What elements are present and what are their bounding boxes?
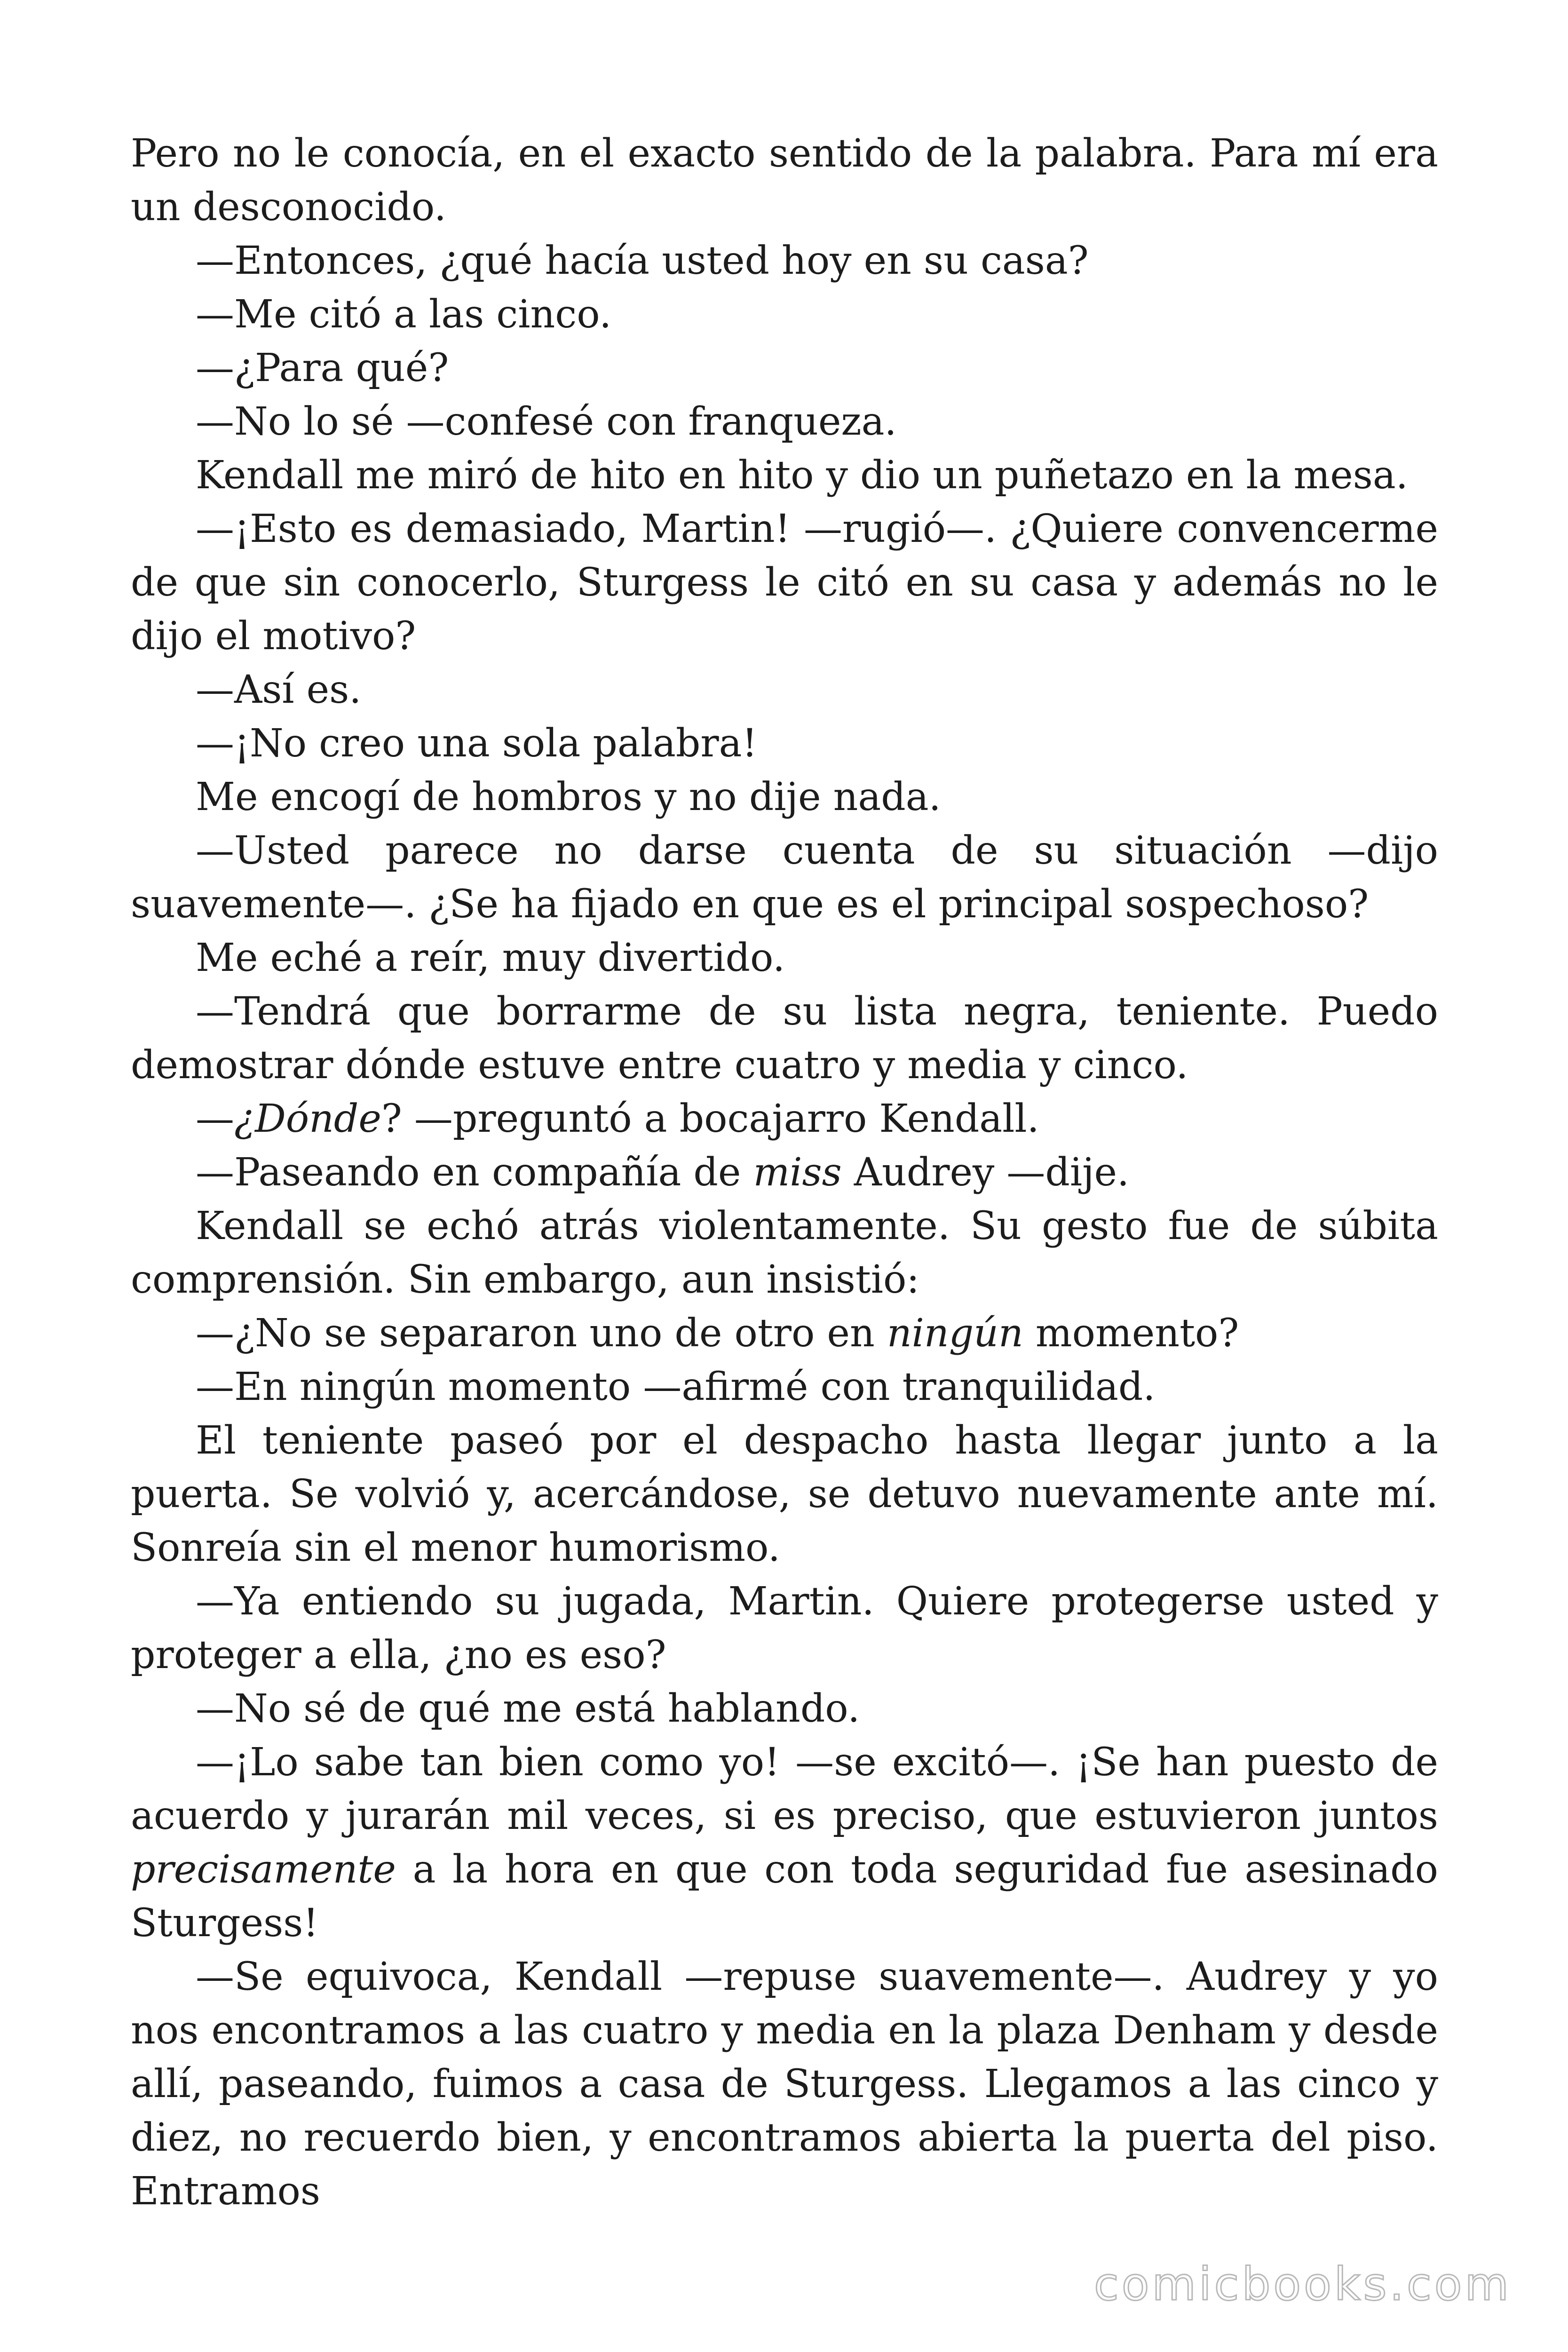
paragraph: [131, 1414, 1438, 1575]
paragraph: [131, 1575, 1438, 1682]
text-segment: Audrey —dije.: [841, 1150, 1130, 1195]
text-segment: —Usted parece no darse cuenta de su situación —dijo suavemente—. ¿Se ha fijado en que es el principal sospechoso?: [131, 828, 1438, 927]
paragraph: [131, 1360, 1438, 1414]
text-segment: —¡Esto es demasiado, Martin! —rugió—. ¿Quiere convencerme de que sin conocerlo, Sturgess le citó en su casa y además no le dijo el motivo?: [131, 507, 1438, 659]
paragraph: [131, 1092, 1438, 1146]
text-segment: —Ya entiendo su jugada, Martin. Quiere protegerse usted y proteger a ella, ¿no es eso?: [131, 1579, 1438, 1677]
paragraph: [131, 342, 1438, 395]
paragraph: [131, 449, 1438, 502]
text-segment: Pero no le conocía, en el exacto sentido de la palabra. Para mí era un desconocido.: [131, 131, 1438, 230]
text-segment: momento?: [1023, 1311, 1239, 1356]
text-segment: Kendall me miró de hito en hito y dio un puñetazo en la mesa.: [196, 453, 1408, 498]
italic-text: ningún: [887, 1311, 1023, 1356]
watermark-logo: comicbooks.com: [1093, 2258, 1512, 2311]
paragraph: [131, 985, 1438, 1092]
paragraph: [131, 717, 1438, 771]
text-segment: ? —preguntó a bocajarro Kendall.: [381, 1097, 1039, 1141]
paragraph: [131, 824, 1438, 931]
paragraph: [131, 288, 1438, 342]
text-segment: —¡No creo una sola palabra!: [196, 721, 758, 766]
paragraph: [131, 1682, 1438, 1736]
text-segment: —No lo sé —confesé con franqueza.: [196, 399, 897, 444]
text-segment: —No sé de qué me está hablando.: [196, 1686, 860, 1731]
italic-text: ¿Dónde: [234, 1097, 381, 1141]
text-segment: —¿No se separaron uno de otro en: [196, 1311, 887, 1356]
italic-text: precisamente: [131, 1847, 396, 1892]
text-segment: Me eché a reír, muy divertido.: [196, 936, 785, 980]
paragraph: [131, 1307, 1438, 1360]
paragraph: [131, 395, 1438, 449]
paragraph: [131, 1146, 1438, 1200]
text-segment: —En ningún momento —afirmé con tranquilidad.: [196, 1365, 1156, 1409]
text-segment: —Entonces, ¿qué hacía usted hoy en su casa?: [196, 238, 1089, 283]
paragraph: [131, 663, 1438, 717]
text-segment: —: [196, 1097, 234, 1141]
paragraph: [131, 931, 1438, 985]
paragraph: [131, 502, 1438, 663]
italic-text: miss: [753, 1150, 842, 1195]
page-body-text: [131, 127, 1438, 2218]
paragraph: [131, 234, 1438, 288]
text-segment: —Así es.: [196, 667, 362, 712]
paragraph: [131, 1200, 1438, 1307]
text-segment: —Me citó a las cinco.: [196, 292, 612, 337]
paragraph: [131, 1950, 1438, 2218]
text-segment: Kendall se echó atrás violentamente. Su gesto fue de súbita comprensión. Sin embargo, aun insistió:: [131, 1204, 1438, 1302]
text-segment: —Tendrá que borrarme de su lista negra, teniente. Puedo demostrar dónde estuve entre cuatro y media y cinco.: [131, 989, 1438, 1088]
paragraph: [131, 771, 1438, 824]
text-segment: —Se equivoca, Kendall —repuse suavemente—. Audrey y yo nos encontramos a las cuatro y media en la plaza Denham y desde allí, paseando, fuimos a casa de Sturgess. Llegamos a las cinco y diez, no recuerdo bien, y encontramos abierta la puerta del piso. Entramos: [131, 1955, 1438, 2214]
text-segment: Me encogí de hombros y no dije nada.: [196, 775, 941, 819]
paragraph: [131, 1736, 1438, 1950]
text-segment: El teniente paseó por el despacho hasta llegar junto a la puerta. Se volvió y, acercándose, se detuvo nuevamente ante mí. Sonreía sin el menor humorismo.: [131, 1418, 1438, 1570]
text-segment: a la hora en que con toda seguridad fue asesinado Sturgess!: [131, 1847, 1438, 1946]
text-segment: —¿Para qué?: [196, 346, 449, 390]
text-segment: —Paseando en compañía de: [196, 1150, 753, 1195]
paragraph: [131, 127, 1438, 234]
text-segment: —¡Lo sabe tan bien como yo! —se excitó—. ¡Se han puesto de acuerdo y jurarán mil veces, si es preciso, que estuvieron juntos: [131, 1740, 1438, 1838]
